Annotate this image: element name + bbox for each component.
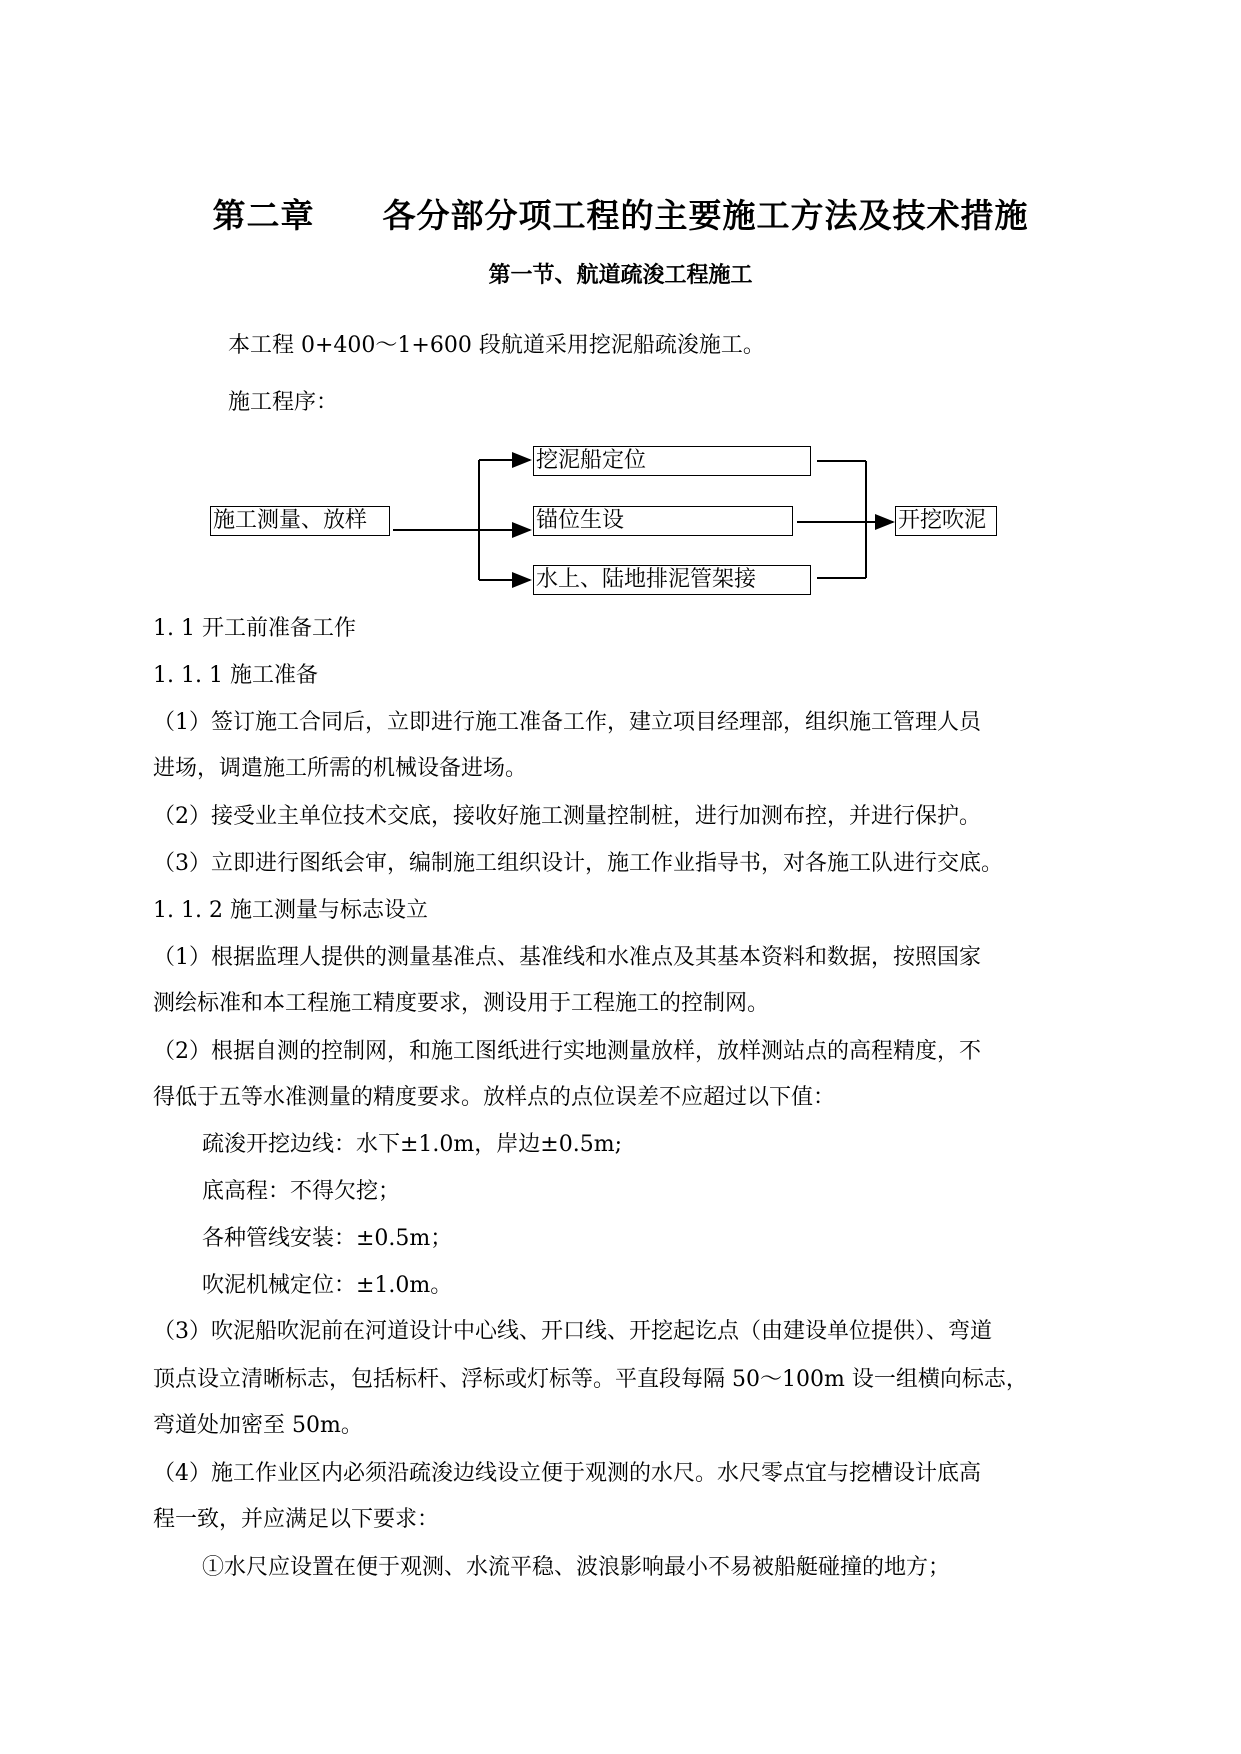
paragraph-line: 测绘标准和本工程施工精度要求，测设用于工程施工的控制网。 — [153, 991, 770, 1016]
paragraph-line: 进场，调遣施工所需的机械设备进场。 — [153, 756, 528, 781]
tolerance-item: 底高程：不得欠挖； — [202, 1179, 401, 1204]
chapter-title: 第二章 各分部分项工程的主要施工方法及技术措施 — [212, 196, 1029, 235]
tolerance-item: 各种管线安装：±0.5m； — [202, 1226, 453, 1251]
flow-step-excavation: 开挖吹泥 — [895, 506, 997, 536]
sequence-label: 施工程序： — [228, 390, 339, 415]
paragraph-line: 得低于五等水准测量的精度要求。放样点的点位误差不应超过以下值： — [153, 1085, 836, 1110]
paragraph-line: 程一致，并应满足以下要求： — [153, 1507, 440, 1532]
paragraph-line: （2）根据自测的控制网，和施工图纸进行实地测量放样，放样测站点的高程精度，不 — [153, 1039, 981, 1064]
intro-paragraph: 本工程 0+400～1+600 段航道采用挖泥船疏浚施工。 — [228, 333, 765, 358]
flow-step-dredger-positioning: 挖泥船定位 — [533, 446, 811, 476]
paragraph-line: （3）立即进行图纸会审，编制施工组织设计，施工作业指导书，对各施工队进行交底。 — [153, 851, 1003, 876]
heading-1-1-2: 1. 1. 2 施工测量与标志设立 — [153, 898, 428, 923]
flow-step-survey: 施工测量、放样 — [210, 506, 390, 536]
paragraph-line: （2）接受业主单位技术交底，接收好施工测量控制桩，进行加测布控，并进行保护。 — [153, 804, 981, 829]
paragraph-line: （3）吹泥船吹泥前在河道设计中心线、开口线、开挖起讫点（由建设单位提供）、弯道 — [153, 1319, 992, 1344]
paragraph-line: （1）根据监理人提供的测量基准点、基准线和水准点及其基本资料和数据，按照国家 — [153, 945, 981, 970]
heading-1-1-1: 1. 1. 1 施工准备 — [153, 663, 318, 688]
tolerance-item: 吹泥机械定位：±1.0m。 — [202, 1273, 453, 1298]
flow-step-anchor-setting: 锚位生设 — [533, 506, 793, 536]
flow-step-pipe-erection: 水上、陆地排泥管架接 — [533, 565, 811, 595]
paragraph-line: （4）施工作业区内必须沿疏浚边线设立便于观测的水尺。水尺零点宜与挖槽设计底高 — [153, 1461, 981, 1486]
tolerance-item: 疏浚开挖边线：水下±1.0m，岸边±0.5m; — [202, 1132, 622, 1157]
heading-1-1: 1. 1 开工前准备工作 — [153, 616, 356, 641]
requirement-item: ①水尺应设置在便于观测、水流平稳、波浪影响最小不易被船艇碰撞的地方； — [202, 1555, 951, 1580]
paragraph-line: 顶点设立清晰标志，包括标杆、浮标或灯标等。平直段每隔 50～100m 设一组横向标志， — [153, 1367, 1028, 1392]
paragraph-line: （1）签订施工合同后，立即进行施工准备工作，建立项目经理部，组织施工管理人员 — [153, 710, 981, 735]
section-title: 第一节、航道疏浚工程施工 — [488, 262, 753, 288]
paragraph-line: 弯道处加密至 50m。 — [153, 1413, 363, 1438]
